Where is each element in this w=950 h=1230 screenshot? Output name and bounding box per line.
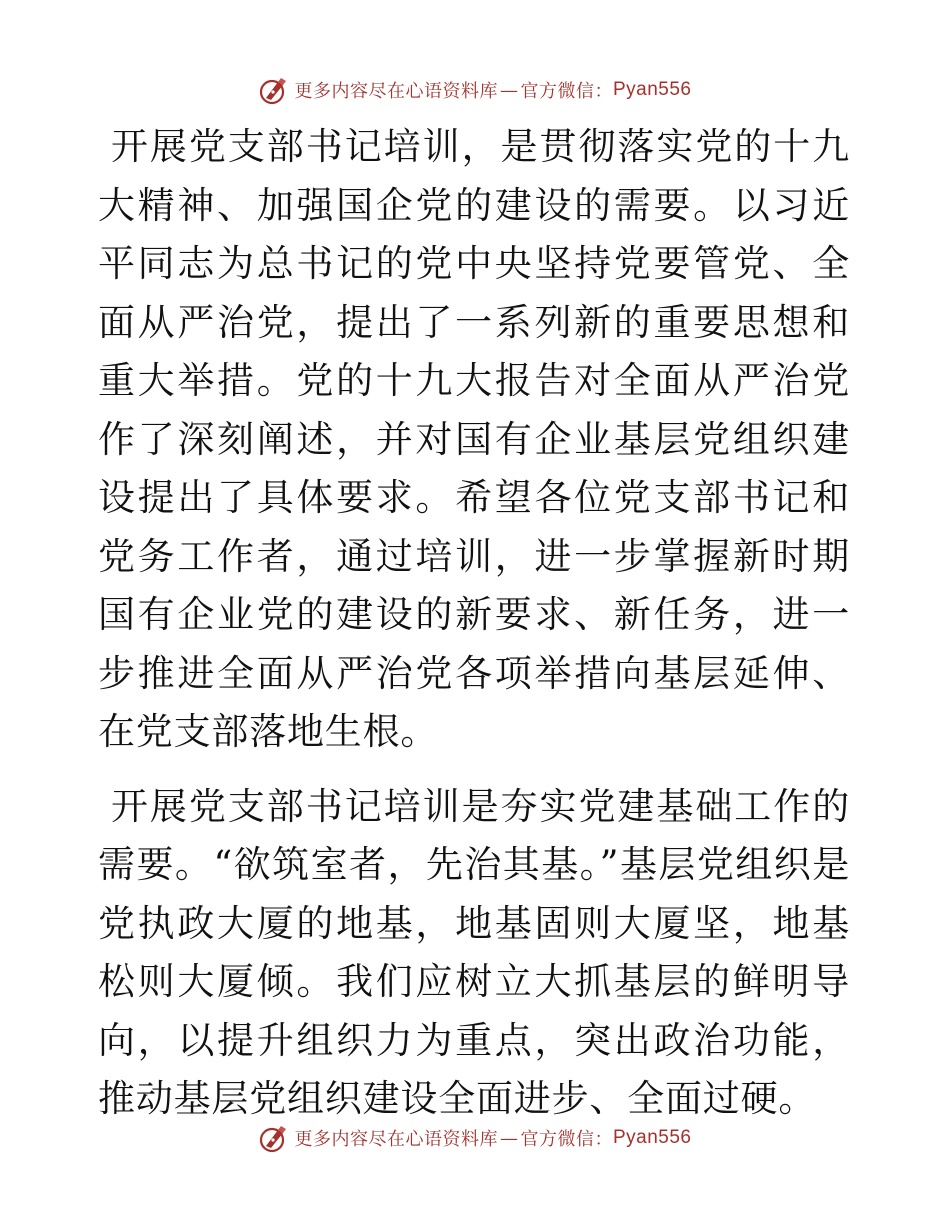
banner-separator: — — [499, 79, 519, 101]
banner-wechat-id: Pyan556 — [612, 79, 692, 100]
banner-separator: — — [499, 1127, 519, 1149]
footer-watermark-banner — [0, 1118, 950, 1158]
paragraph-1: 开展党支部书记培训，是贯彻落实党的十九大精神、加强国企党的建设的需要。以习近平同志为总书记的党中央坚持党要管党、全面从严治党，提出了一系列新的重要思想和重大举措。党的十九大报告对全面从严治党作了深刻阐述，并对国有企业基层党组织建设提出了具体要求。希望各位党支部书记和党务工作者，通过培训，进一步掌握新时期国有企业党的建设的新要求、新任务，进一步推进全面从严治党各项举措向基层延伸、在党支部落地生根。 — [98, 125, 850, 753]
paragraph-2: 开展党支部书记培训是夯实党建基础工作的需要。“欲筑室者，先治其基。”基层党组织是党执政大厦的地基，地基固则大厦坚，地基松则大厦倾。我们应树立大抓基层的鲜明导向，以提升组织力为重点，突出政治功能，推动基层党组织建设全面进步、全面过硬。 — [98, 784, 850, 1120]
banner-wechat-label: 官方微信： — [520, 81, 613, 102]
pen-nib-circle-icon — [258, 74, 290, 106]
banner-wechat-label: 官方微信： — [520, 1129, 613, 1150]
banner-site-text: 更多内容尽在心语资料库 — [294, 81, 498, 102]
header-watermark-banner — [0, 70, 950, 110]
banner-site-text: 更多内容尽在心语资料库 — [294, 1129, 498, 1150]
pen-nib-circle-icon — [258, 1122, 290, 1154]
banner-wechat-id: Pyan556 — [612, 1127, 692, 1148]
document-body — [98, 118, 850, 1129]
